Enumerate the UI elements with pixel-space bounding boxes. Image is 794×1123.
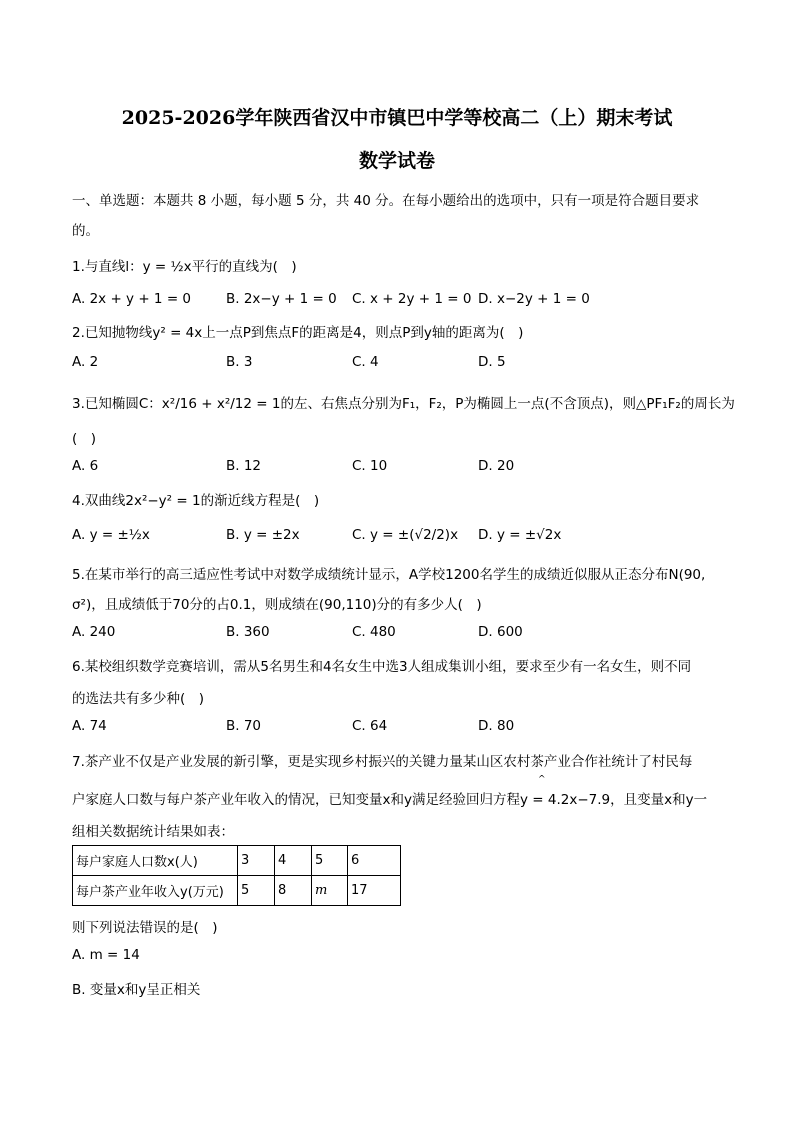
q7-option-a: A. m = 14 (72, 947, 140, 963)
data-table (72, 845, 401, 906)
q5-option-b: B. 360 (226, 624, 270, 640)
table-cell: 每户家庭人口数x(人) (73, 846, 238, 876)
q3-option-a: A. 6 (72, 458, 99, 474)
q1-option-c: C. x + 2y + 1 = 0 (352, 291, 472, 307)
q4-option-c: C. y = ±(√2/2)x (352, 527, 459, 543)
q7-stem-line1: 7.茶产业不仅是产业发展的新引擎，更是实现乡村振兴的关键力量某山区农村茶产业合作社统计了村民每 (72, 754, 693, 770)
q3-option-d: D. 20 (478, 458, 515, 474)
q6-option-c: C. 64 (352, 718, 388, 734)
q2-option-d: D. 5 (478, 354, 506, 370)
q4-option-b: B. y = ±2x (226, 527, 300, 543)
q2-option-b: B. 3 (226, 354, 253, 370)
table-cell: m (312, 876, 348, 906)
q7-option-b: B. 变量x和y呈正相关 (72, 982, 201, 998)
q3-option-b: B. 12 (226, 458, 262, 474)
table-cell: 4 (275, 846, 312, 876)
q3-option-c: C. 10 (352, 458, 388, 474)
q3-stem-line1: 3.已知椭圆C：x²/16 + x²/12 = 1的左、右焦点分别为F₁，F₂，P为椭圆上一点(不含顶点)，则△PF₁F₂的周长为 (72, 396, 735, 412)
section-heading-line2: 的。 (72, 223, 99, 239)
q2-stem: 2.已知抛物线y² = 4x上一点P到焦点F的距离是4，则点P到y轴的距离为( ) (72, 325, 524, 341)
q5-option-c: C. 480 (352, 624, 396, 640)
q2-option-c: C. 4 (352, 354, 379, 370)
q1-option-b: B. 2x−y + 1 = 0 (226, 291, 337, 307)
q5-option-a: A. 240 (72, 624, 116, 640)
page-subtitle: 数学试卷 (358, 150, 435, 172)
table-cell: 3 (238, 846, 275, 876)
q7-question: 则下列说法错误的是( ) (72, 920, 218, 936)
q4-option-a: A. y = ±½x (72, 527, 150, 543)
table-cell: 8 (275, 876, 312, 906)
q5-stem-line2: σ²)，且成绩低于70分的占0.1，则成绩在(90,110)分的有多少人( ) (72, 597, 482, 613)
q6-option-a: A. 74 (72, 718, 107, 734)
q3-stem-line2: ( ) (72, 431, 97, 447)
table-cell: 5 (312, 846, 348, 876)
q4-option-d: D. y = ±√2x (478, 527, 562, 543)
q2-option-a: A. 2 (72, 354, 99, 370)
table-cell: 17 (348, 876, 401, 906)
q6-stem-line1: 6.某校组织数学竞赛培训，需从5名男生和4名女生中选3人组成集训小组，要求至少有一名女生，则不同 (72, 659, 692, 675)
table-cell: 5 (238, 876, 275, 906)
table-row (73, 846, 401, 876)
y-hat-mark: ^ (538, 775, 546, 785)
q6-option-d: D. 80 (478, 718, 515, 734)
q6-option-b: B. 70 (226, 718, 262, 734)
table-cell: 每户茶产业年收入y(万元) (73, 876, 238, 906)
table-row (73, 876, 401, 906)
section-heading-line1: 一、单选题：本题共 8 小题，每小题 5 分，共 40 分。在每小题给出的选项中，只有一项是符合题目要求 (72, 193, 700, 209)
q7-stem-line2: 户家庭人口数与每户茶产业年收入的情况，已知变量x和y满足经验回归方程y = 4.2x−7.9，且变量x和y一 (72, 792, 708, 808)
q5-stem-line1: 5.在某市举行的高三适应性考试中对数学成绩统计显示，A学校1200名学生的成绩近似服从正态分布N(90, (72, 567, 706, 583)
q1-option-d: D. x−2y + 1 = 0 (478, 291, 590, 307)
page-title: 2025-2026学年陕西省汉中市镇巴中学等校高二（上）期末考试 (121, 107, 673, 129)
q5-option-d: D. 600 (478, 624, 523, 640)
q4-stem: 4.双曲线2x²−y² = 1的渐近线方程是( ) (72, 493, 320, 509)
q7-stem-line3: 组相关数据统计结果如表： (72, 824, 234, 840)
q1-stem: 1.与直线l：y = ½x平行的直线为( ) (72, 259, 297, 275)
q1-option-a: A. 2x + y + 1 = 0 (72, 291, 192, 307)
table-cell: 6 (348, 846, 401, 876)
q6-stem-line2: 的选法共有多少种( ) (72, 691, 205, 707)
